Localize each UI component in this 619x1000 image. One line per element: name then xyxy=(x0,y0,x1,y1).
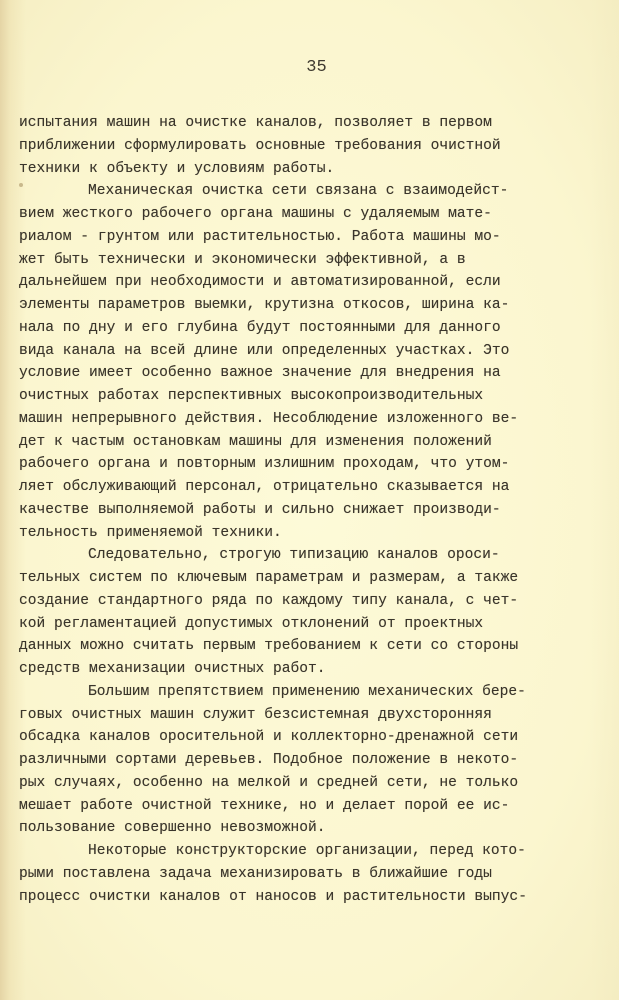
text-line: элементы параметров выемки, крутизна откосов, ширина ка- xyxy=(19,297,510,313)
paragraph-1 xyxy=(19,112,599,180)
page-number: 35 xyxy=(306,58,327,77)
text-line: говых очистных машин служит безсистемная двухсторонняя xyxy=(19,706,492,723)
text-line: условие имеет особенно важное значение для внедрения на xyxy=(19,365,501,382)
text-line: приближении сформулировать основные требования очистной xyxy=(19,137,501,154)
text-line: создание стандартного ряда по каждому типу канала, с чет- xyxy=(19,592,519,609)
text-line: рыми поставлена задача механизировать в ближайшие годы xyxy=(19,865,492,882)
paragraph-5 xyxy=(19,840,599,908)
text-line: тельность применяемой техники. xyxy=(19,524,282,541)
text-line: Следовательно, строгую типизацию каналов ороси- xyxy=(88,547,500,564)
paragraph-2 xyxy=(19,180,599,544)
text-line: машин непрерывного действия. Несоблюдение изложенного ве- xyxy=(19,410,519,427)
text-line: различными сортами деревьев. Подобное положение в некото- xyxy=(19,752,519,768)
text-line: вида канала на всей длине или определенных участках. Это xyxy=(19,342,510,359)
text-line: качестве выполняемой работы и сильно снижает производи- xyxy=(19,501,501,518)
text-line: мешает работе очистной технике, но и делает порой ее ис- xyxy=(19,797,510,814)
text-line: пользование совершенно невозможной. xyxy=(19,820,326,837)
paragraph-3 xyxy=(19,544,599,681)
paragraph-4 xyxy=(19,681,599,840)
text-line: Некоторые конструкторские организации, перед кото- xyxy=(88,843,526,859)
text-line: процесс очистки каналов от наносов и растительности выпус- xyxy=(19,888,527,905)
text-line: очистных работах перспективных высокопроизводительных xyxy=(19,388,484,404)
text-line: рых случаях, особенно на мелкой и средней сети, не только xyxy=(19,774,519,791)
text-line: риалом - грунтом или растительностью. Работа машины мо- xyxy=(19,228,501,245)
text-line: дет к частым остановкам машины для изменения положений xyxy=(19,433,492,450)
text-line: дальнейшем при необходимости и автоматизированной, если xyxy=(19,274,501,291)
text-line: вием жесткого рабочего органа машины с удаляемым мате- xyxy=(19,206,492,222)
text-line: рабочего органа и повторным излишним проходам, что утом- xyxy=(19,456,510,473)
text-line: испытания машин на очистке каналов, позволяет в первом xyxy=(19,115,492,131)
text-line: Механическая очистка сети связана с взаимодейст- xyxy=(88,183,509,200)
text-line: обсадка каналов оросительной и коллекторно-дренажной сети xyxy=(19,729,519,746)
text-line: техники к объекту и условиям работы. xyxy=(19,160,335,177)
text-line: жет быть технически и экономически эффективной, а в xyxy=(19,251,466,268)
text-line: ляет обслуживающий персонал, отрицательно сказывается на xyxy=(19,479,510,495)
text-line: средств механизации очистных работ. xyxy=(19,661,326,677)
document-body xyxy=(19,112,599,908)
text-line: кой регламентацией допустимых отклонений от проектных xyxy=(19,615,484,632)
text-line: Большим препятствием применению механических бере- xyxy=(88,683,526,700)
text-line: нала по дну и его глубина будут постоянными для данного xyxy=(19,319,501,336)
text-line: данных можно считать первым требованием к сети со стороны xyxy=(19,638,519,655)
text-line: тельных систем по ключевым параметрам и размерам, а также xyxy=(19,570,519,586)
